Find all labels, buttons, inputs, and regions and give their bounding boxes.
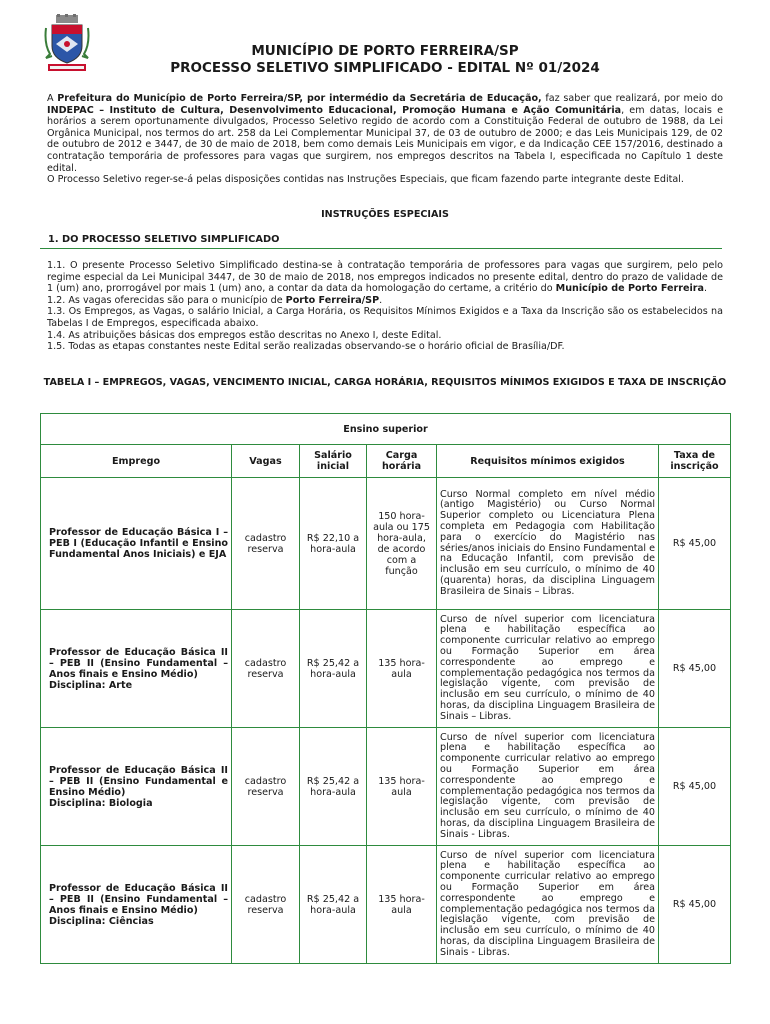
job-title (41, 846, 232, 964)
header-fee: Taxa de inscrição (659, 445, 731, 478)
table-header-row (41, 445, 731, 478)
requirements-text: Curso de nível superior com licenciatura plena e habilitação específica ao componente curricular relativo ao emprego ou Formação Superior em área correspondente ao emprego e complementação pedagógica nos termos da legislação vigente, com previsão de inclusão em seu currículo, o mínimo de 40 horas, da disciplina Linguagem Brasileira de Sinais - Libras. (437, 846, 659, 964)
header-requirements: Requisitos mínimos exigidos (437, 445, 659, 478)
table-row (41, 728, 731, 846)
vacancies-value: cadastro reserva (232, 478, 300, 610)
job-discipline: Disciplina: Arte (49, 679, 133, 691)
salary-value: R$ 22,10 a hora-aula (300, 478, 367, 610)
job-title-main: Professor de Educação Básica II – PEB II (Ensino Fundamental – Anos finais e Ensino Médio) (49, 646, 228, 680)
item-1-5: 1.5. Todas as etapas constantes neste Edital serão realizadas observando-se o horário oficial de Brasília/DF. (47, 341, 565, 353)
vacancies-value: cadastro reserva (232, 846, 300, 964)
category-label: Ensino superior (41, 414, 731, 445)
salary-value: R$ 25,42 a hora-aula (300, 728, 367, 846)
table-row (41, 846, 731, 964)
table-category-row (41, 414, 731, 445)
fee-value: R$ 45,00 (659, 728, 731, 846)
header-salary: Salário inicial (300, 445, 367, 478)
job-title-main: Professor de Educação Básica II – PEB II (Ensino Fundamental e Ensino Médio) (49, 764, 228, 798)
salary-value: R$ 25,42 a hora-aula (300, 846, 367, 964)
requirements-text: Curso Normal completo em nível médio (antigo Magistério) ou Curso Normal Superior completo ou Licenciatura Plena completa em Pedagogia com Habilitação para o exercício do Magistério nas séries/anos iniciais do Ensino Fundamental e na Educação Infantil, com previsão de inclusão em seu currículo, o mínimo de 40 (quarenta) horas, da disciplina Linguagem Brasileira de Sinais – Libras. (437, 478, 659, 610)
table-row (41, 610, 731, 728)
item-1-1: 1.1. O presente Processo Seletivo Simplificado destina-se à contratação temporária de professores para vagas que surgirem, pelo pelo regime especial da Lei Municipal 3447, de 30 de maio de 2018, nos empregos indicados no presente edital, dentro do prazo de validade de 1 (um) ano, prorrogável por mais 1 (um) ano, a contar da data da homologação do certame, a critério do Município de Porto Ferreira. (47, 260, 723, 295)
fee-value: R$ 45,00 (659, 846, 731, 964)
job-title (41, 728, 232, 846)
header-hours: Carga horária (367, 445, 437, 478)
job-title (41, 610, 232, 728)
hours-value: 135 hora-aula (367, 846, 437, 964)
job-title: Professor de Educação Básica I – PEB I (Educação Infantil e Ensino Fundamental Anos Iniciais) e EJA (41, 478, 232, 610)
instructions-heading: INSTRUÇÕES ESPECIAIS (321, 209, 449, 220)
job-discipline: Disciplina: Biologia (49, 797, 153, 809)
table-row (41, 478, 731, 610)
intro-paragraph-1: A Prefeitura do Município de Porto Ferreira/SP, por intermédio da Secretária de Educação, faz saber que realizará, por meio do INDEPAC – Instituto de Cultura, Desenvolvimento Educacional, Promoção Humana e Ação Comunitária, em datas, locais e horários a serem oportunamente divulgados, Processo Seletivo regido de acordo com a Constituição Federal de outubro de 1988, da Lei Orgânica Municipal, nos termos do art. 258 da Lei Complementar Municipal 37, de 03 de outubro de 2000; e das Leis Municipais 129, de 02 de outubro de 2012 e 3447, de 30 de maio de 2018, bem como demais Leis Municipais em vigor, e da Indicação CEE 157/2016, destinado a contratação temporária de professores para vagas que surgirem, nos empregos descritos na Tabela I, especificada no Capítulo 1 deste edital. (47, 93, 723, 174)
header-vacancies: Vagas (232, 445, 300, 478)
salary-value: R$ 25,42 a hora-aula (300, 610, 367, 728)
section-1-body (47, 260, 723, 353)
item-1-2: 1.2. As vagas oferecidas são para o município de Porto Ferreira/SP. (47, 294, 383, 306)
hours-value: 150 hora-aula ou 175 hora-aula, de acordo com a função (367, 478, 437, 610)
item-1-4: 1.4. As atribuições básicas dos empregos estão descritas no Anexo I, deste Edital. (47, 329, 442, 341)
hours-value: 135 hora-aula (367, 728, 437, 846)
jobs-table (40, 413, 731, 964)
section-1-heading: 1. DO PROCESSO SELETIVO SIMPLIFICADO (40, 230, 722, 249)
vacancies-value: cadastro reserva (232, 728, 300, 846)
document-title-edital: PROCESSO SELETIVO SIMPLIFICADO - EDITAL Nº 01/2024 (170, 60, 600, 76)
fee-value: R$ 45,00 (659, 478, 731, 610)
job-discipline: Disciplina: Ciências (49, 915, 154, 927)
header-job: Emprego (41, 445, 232, 478)
table-caption: TABELA I – EMPREGOS, VAGAS, VENCIMENTO INICIAL, CARGA HORÁRIA, REQUISITOS MÍNIMOS EXIGIDOS E TAXA DE INSCRIÇÃO (43, 377, 727, 388)
item-1-3: 1.3. Os Empregos, as Vagas, o salário Inicial, a Carga Horária, os Requisitos Mínimos Exigidos e a Taxa da Inscrição são os estabelecidos na Tabelas I de Empregos, especificada abaixo. (47, 306, 723, 329)
requirements-text: Curso de nível superior com licenciatura plena e habilitação específica ao componente curricular relativo ao emprego ou Formação Superior em área correspondente ao emprego e complementação pedagógica nos termos da legislação vigente, com previsão de inclusão em seu currículo, o mínimo de 40 horas, da disciplina Linguagem Brasileira de Sinais - Libras. (437, 728, 659, 846)
intro-paragraph-2: O Processo Seletivo reger-se-á pelas disposições contidas nas Instruções Especiais, que ficam fazendo parte integrante deste Edital. (47, 174, 684, 186)
vacancies-value: cadastro reserva (232, 610, 300, 728)
hours-value: 135 hora-aula (367, 610, 437, 728)
fee-value: R$ 45,00 (659, 610, 731, 728)
requirements-text: Curso de nível superior com licenciatura plena e habilitação específica ao componente curricular relativo ao emprego ou Formação Superior em área correspondente ao emprego e complementação pedagógica nos termos da legislação vigente, com previsão de inclusão em seu currículo, o mínimo de 40 horas, da disciplina Linguagem Brasileira de Sinais – Libras. (437, 610, 659, 728)
job-title-main: Professor de Educação Básica II – PEB II (Ensino Fundamental – Anos finais e Ensino Médio) (49, 882, 228, 916)
document-title-municipality: MUNICÍPIO DE PORTO FERREIRA/SP (251, 43, 519, 59)
intro-text (47, 93, 723, 186)
